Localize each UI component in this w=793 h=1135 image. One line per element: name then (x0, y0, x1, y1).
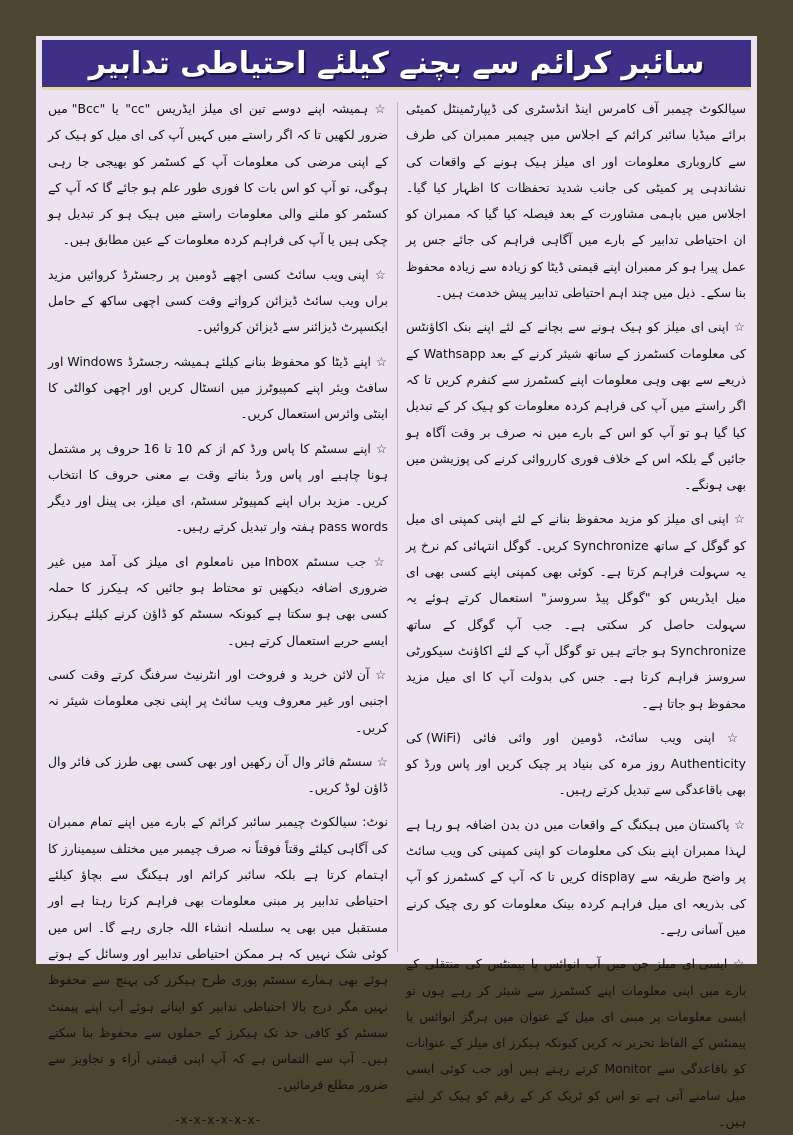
paragraph-text: اپنی ای میلز کو مزید محفوظ بنانے کے لئے اپنی کمپنی ای میل کو گوگل کے ساتھ Synchronize کریں۔ گوگل انتہائی کم نرخ پر یہ سہولت فراہم کرتا ہے۔ کوئی بھی کمپنی اپنے کسی بھی ای میل ایڈریس کو "گوگل پیڈ سروسز" استعمال کرتے ہوئے یہ سہولت حاصل کر سکتی ہے۔ جب آپ گوگل کے ساتھ Synchronize ہو جاتے ہیں تو گوگل آپ کے لئے اکاؤنٹ سیکورٹی سروسز فراہم کرتا ہے۔ جس کی بدولت آپ کا ای میل مزید محفوظ ہو جاتا ہے۔ (406, 511, 746, 711)
bullet-paragraph (48, 662, 388, 741)
star-bullet-icon: ☆ (726, 729, 746, 745)
star-bullet-icon: ☆ (374, 101, 389, 116)
paragraph-text: اپنے ڈیٹا کو محفوظ بنانے کیلئے ہمیشہ رجسٹرڈ Windows اور سافٹ ویئر اپنے کمپیوٹرز میں انسٹال کریں اور اچھی کوالٹی کا اینٹی وائرس استعمال کریں۔ (48, 353, 388, 422)
bullet-paragraph (406, 951, 746, 1135)
star-bullet-icon: ☆ (375, 353, 388, 369)
star-bullet-icon: ☆ (376, 753, 388, 769)
article-frame (36, 36, 757, 1129)
bullet-paragraph (48, 436, 388, 541)
bullet-paragraph (406, 506, 746, 716)
paragraph (406, 96, 746, 306)
bullet-paragraph (406, 812, 746, 943)
star-bullet-icon: ☆ (375, 666, 388, 682)
right-column (406, 96, 747, 1129)
paragraph-text: نوٹ: سیالکوٹ چیمبر سائبر کرائم کے بارے میں اپنے تمام ممبران کی آگاہی کیلئے وقتاً فوقتاً نہ صرف چیمبر میں مختلف سیمینارز کا اہتمام کرتا ہے بلکہ سائبر کرائم اور ہیکنگ سے بچاؤ کیلئے احتیاطی تدابیر پر مبنی معلومات بھی فراہم کرتا رہتا ہے اور مستقبل میں بھی یہ سلسلہ انشاء اللہ جاری رہے گا۔ اس میں کوئی شک نہیں کہ ہر ممکن احتیاطی تدابیر اور وسائل کے ہوتے ہوئے بھی ہمارے سسٹم پوری طرح ہیکرز کی پہنچ سے محفوظ نہیں مگر درج بالا احتیاطی تدابیر کو اپناتے ہوئے آپ اپنے پیمنٹ سسٹم کو کافی حد تک ہیکرز کے حملوں سے محفوظ بنا سکتے ہیں۔ آپ سے التماس ہے کہ آپ اپنی قیمتی آراء و تجاویز سے ضرور مطلع فرمائیں۔ (48, 814, 388, 1093)
paragraph (48, 809, 388, 1098)
paragraph-text: اپنے سسٹم کا پاس ورڈ کم از کم 10 تا 16 حروف پر مشتمل ہونا چاہیے اور پاس ورڈ بناتے وقت بے معنی حروف کا انتخاب کریں۔ مزید براں اپنے کمپیوٹر سسٹم، ای میلز، بی پینل اور دیگر pass words ہفتہ وار تبدیل کرتے رہیں۔ (48, 440, 388, 535)
star-bullet-icon: ☆ (373, 553, 388, 569)
star-bullet-icon: ☆ (733, 511, 747, 527)
paragraph-text: آن لائن خرید و فروخت اور انٹرنیٹ سرفنگ کرتے وقت کسی اجنبی اور غیر معروف ویب سائٹ پر اپنی نجی معلومات شیئر نہ کریں۔ (48, 666, 388, 735)
paragraph-text: سسٹم فائر وال آن رکھیں اور بھی کسی بھی طرز کی فائر وال ڈاؤن لوڈ کریں۔ (48, 753, 388, 796)
bullet-paragraph (48, 262, 388, 341)
left-column (48, 96, 389, 1127)
bullet-paragraph (406, 314, 746, 498)
column-divider (397, 102, 398, 952)
star-bullet-icon: ☆ (375, 440, 388, 456)
paragraph-text: اپنی ای میلز کو ہیک ہونے سے بچانے کے لئے اپنے بنک اکاؤنٹس کی معلومات کسٹمرز کے ساتھ شیئر کرنے کے بعد Wathsapp کے ذریعے سے بھی وہی معلومات اپنے کسٹمرز سے کنفرم کریں تا کہ اگر راستے میں آپ کی فراہم کردہ معلومات کو ہیک کر کے تبدیل کیا گیا ہو تو آپ کو اس کے بارے میں نہ صرف بر وقت آگاہ ہو جائیں گے بلکہ اس کے خلاف فوری کارروائی کرنے کی پوزیشن میں بھی ہونگے۔ (406, 319, 746, 493)
paragraph-text: ہمیشہ اپنے دوسے تین ای میلز ایڈریس "cc" یا "Bcc" میں ضرور لکھیں تا کہ اگر راستے میں کہیں آپ کی ای میل کو ہیک کر کے اپنی مرضی کی معلومات آپ کے کسٹمر کو بھیجی جا رہی ہوگی، تو آپ کو اس بات کا فوری طور علم ہو جائے گا کہ آپ کے کسٹمر کو ملنے والی معلومات راستے میں ہیک ہو کر تبدیل ہو چکی ہیں یا آپ کی فراہم کردہ معلومات کے عین مطابق ہیں۔ (48, 101, 388, 248)
bullet-paragraph (406, 725, 746, 804)
star-bullet-icon: ☆ (733, 956, 746, 972)
paragraph-text: اپنی ویب سائٹ، ڈومین اور وائی فائی (WiFi) کی Authenticity روز مرہ کی بنیاد پر چیک کریں اور پاس ورڈ کو بھی باقاعدگی سے تبدیل کرتے رہیں۔ (406, 729, 746, 798)
paragraph-text: اپنی ویب سائٹ کسی اچھے ڈومین پر رجسٹرڈ کروائیں مزید براں ویب سائٹ ڈیزائن کرواتے وقت کسی اچھی ساکھ کے حامل ایکسپرٹ ڈیزائنر سے ڈیزائن کروائیں۔ (48, 266, 388, 335)
paragraph-text: ایسی ای میلز جن میں آپ انوائس یا پیمنٹس کی منتقلی کے بارے میں اپنی معلومات اپنے کسٹمرز سے شیئر کر رہے ہوں تو ایسی معلومات پر مبنی ای میل کے عنوان میں ہرگز انوائس یا پیمنٹس کے الفاظ تحریر نہ کریں کیونکہ ہیکرز ای میلز کے عنوانات کو باقاعدگی سے Monitor کرتے رہتے ہیں اور جب کوئی ایسی میل سامنے آتی ہے تو اس کو ٹریک کر کے رقم کو ہیک کر لیتے ہیں۔ (406, 956, 746, 1129)
paragraph-text: پاکستان میں ہیکنگ کے واقعات میں دن بدن اضافہ ہو رہا ہے لہذا ممبران اپنے بنک کی معلومات کو اپنی کمپنی کی ویب سائٹ پر واضح طریقہ سے display کریں تا کہ آپ کے کسٹمرز کو آپ کی بذریعہ ای میل فراہم کردہ بینک معلومات کو ری چیک کرنے میں آسانی رہے۔ (406, 816, 746, 937)
bullet-paragraph (48, 749, 388, 802)
article-title: سائبر کرائم سے بچنے کیلئے احتیاطی تدابیر (42, 40, 751, 90)
paragraph-text: جب سسٹم Inbox میں نامعلوم ای میلز کی آمد میں غیر ضروری اضافہ دیکھیں تو محتاط ہو جائیں کہ ہیکرز کا حملہ کسی بھی ہو سکتا ہے کیونکہ سسٹم کو ڈاؤن کرنے کیلئے ہیکرز ایسے حربے استعمال کرتے ہیں۔ (48, 553, 388, 648)
bullet-paragraph (48, 349, 388, 428)
end-mark: -x-x-x-x-x-x- (175, 1112, 261, 1127)
star-bullet-icon: ☆ (733, 319, 746, 335)
star-bullet-icon: ☆ (734, 816, 746, 832)
bullet-paragraph (48, 549, 388, 654)
bullet-paragraph (48, 96, 388, 254)
star-bullet-icon: ☆ (374, 266, 388, 282)
paragraph-text: سیالکوٹ چیمبر آف کامرس اینڈ انڈسٹری کی ڈیپارٹمینٹل کمیٹی برائے میڈیا سائبر کرائم کے اجلاس میں چیمبر ممبران کی طرف سے کاروباری معلومات اور ای میلز ہیک ہونے کے واقعات کی نشاندہی پر کمیٹی کی جانب شدید تحفظات کا اظہار کیا گیا۔ اجلاس میں باہمی مشاورت کے بعد فیصلہ کیا گیا کہ ممبران کو ان احتیاطی تدابیر کے بارے میں آگاہی فراہم کی جائے جس پر عمل پیرا ہو کر ممبران اپنے قیمتی ڈیٹا کو زیادہ سے زیادہ محفوظ بنا سکے۔ ذیل میں چند اہم احتیاطی تدابیر پیش خدمت ہیں۔ (406, 101, 746, 301)
